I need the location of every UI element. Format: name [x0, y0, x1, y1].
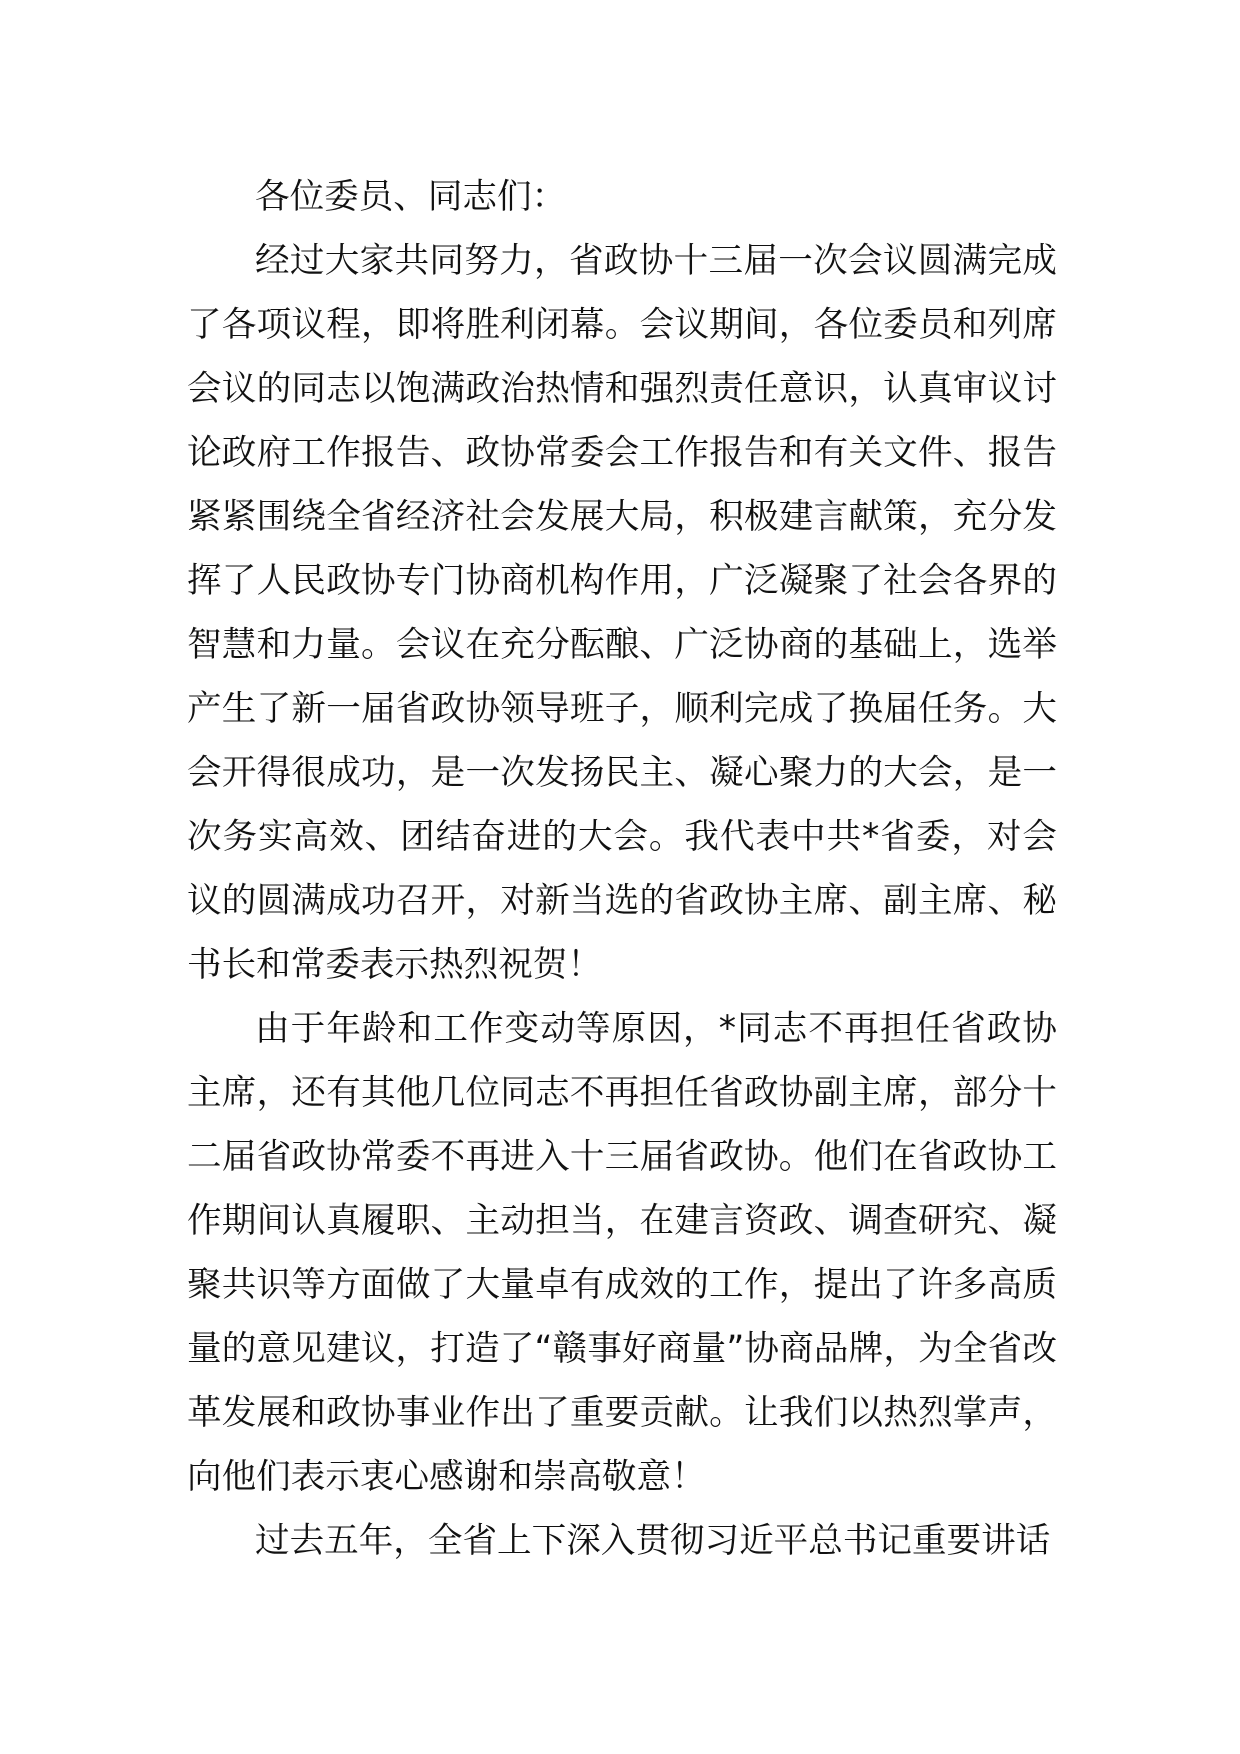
- salutation: 各位委员、同志们：: [255, 177, 567, 217]
- paragraph-2: 由于年龄和工作变动等原因，*同志不再担任省政协主席，还有其他几位同志不再担任省政协副主席，部分十二届省政协常委不再进入十三届省政协。他们在省政协工作期间认真履职、主动担当，在建言资政、调查研究、凝聚共识等方面做了大量卓有成效的工作，提出了许多高质量的意见建议，打造了“赣事好商量”协商品牌，为全省改革发展和政协事业作出了重要贡献。让我们以热烈掌声，向他们表示衷心感谢和崇高敬意！: [187, 1009, 1057, 1497]
- document-body: [187, 165, 1057, 1573]
- paragraph-1: 经过大家共同努力，省政协十三届一次会议圆满完成了各项议程，即将胜利闭幕。会议期间，各位委员和列席会议的同志以饱满政治热情和强烈责任意识，认真审议讨论政府工作报告、政协常委会工作报告和有关文件、报告紧紧围绕全省经济社会发展大局，积极建言献策，充分发挥了人民政协专门协商机构作用，广泛凝聚了社会各界的智慧和力量。会议在充分酝酿、广泛协商的基础上，选举产生了新一届省政协领导班子，顺利完成了换届任务。大会开得很成功，是一次发扬民主、凝心聚力的大会，是一次务实高效、团结奋进的大会。我代表中共*省委，对会议的圆满成功召开，对新当选的省政协主席、副主席、秘书长和常委表示热烈祝贺！: [187, 241, 1057, 985]
- paragraph-3: 过去五年，全省上下深入贯彻习近平总书记重要讲话: [255, 1521, 1051, 1561]
